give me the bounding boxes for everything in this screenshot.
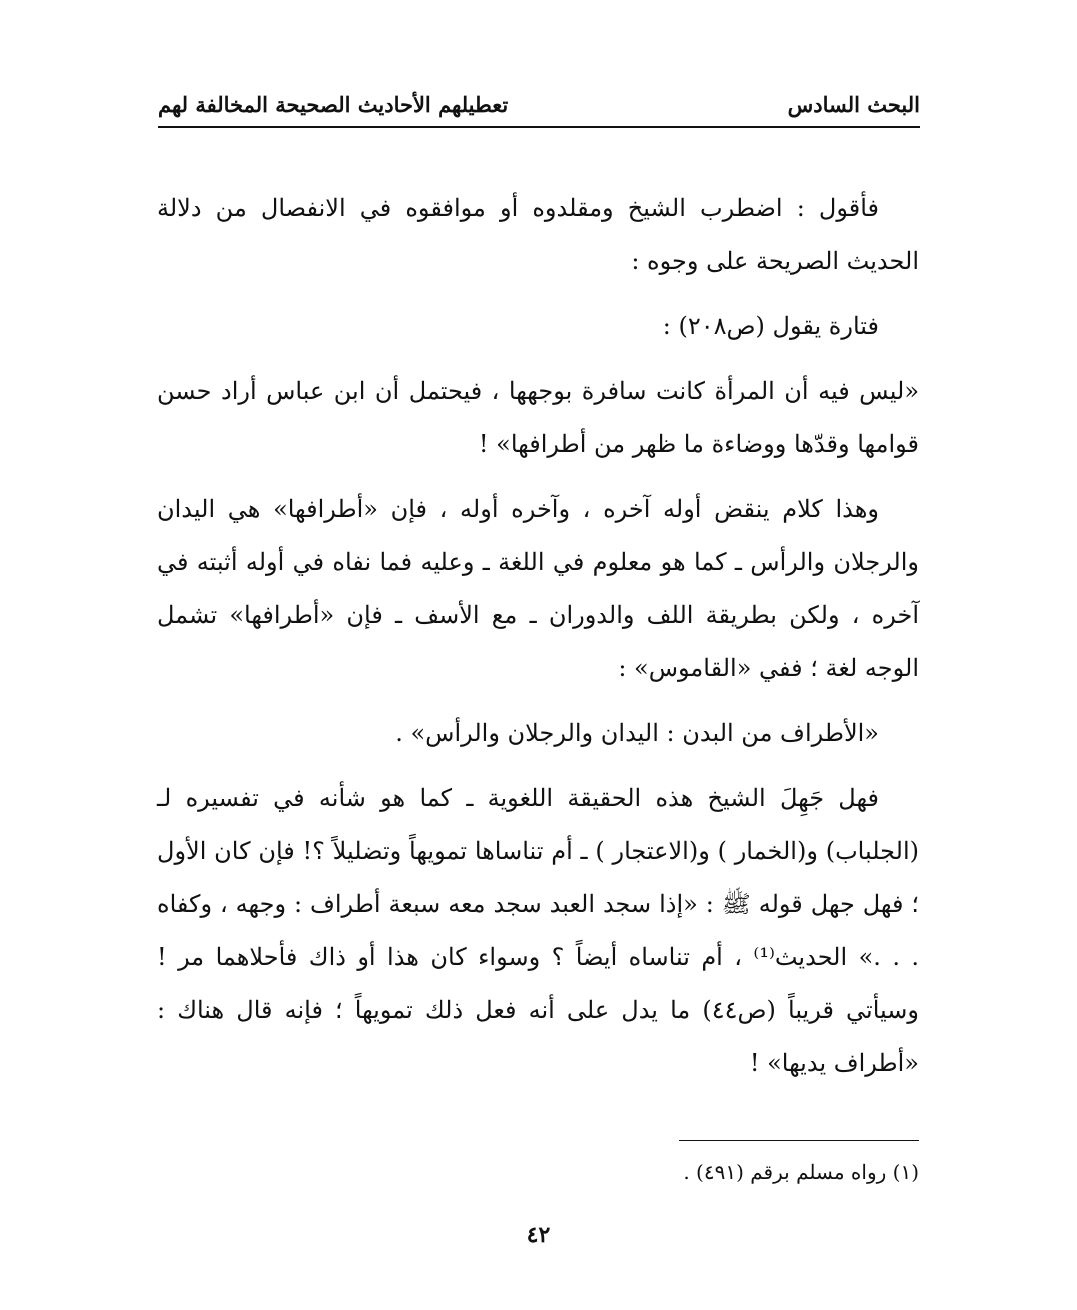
header-section-name: البحث السادس [787,92,920,117]
paragraph-question: فهل جَهِلَ الشيخ هذه الحقيقة اللغوية ـ كما هو شأنه في تفسيره لـ (الجلباب) و(الخمار ) و(الاعتجار ) ـ أم تناساها تمويهاً وتضليلاً ؟! فإن كان الأول ؛ فهل جهل قوله ﷺ : «إذا سجد العبد سجد معه سبعة أطراف : وجهه ، وكفاه . . .» الحديث⁽¹⁾ ، أم تناساه أيضاً ؟ وسواء كان هذا أو ذاك فأحلاهما مر ! وسيأتي قريباً (ص٤٤) ما يدل على أنه فعل ذلك تمويهاً ؛ فإنه قال هناك : «أطراف يديها» ! [157,784,919,1077]
footnote: (١) رواه مسلم برقم (٤٩١) . [683,1160,919,1184]
running-header [158,92,920,128]
body-text [157,182,919,1102]
paragraph-intro: فأقول : اضطرب الشيخ ومقلدوه أو موافقوه في الانفصال من دلالة الحديث الصريحة على وجوه : [157,194,919,275]
paragraph-citation-intro: فتارة يقول (ص٢٠٨) : [662,312,879,340]
paragraph-dictionary-quote: «الأطراف من البدن : اليدان والرجلان والرأس» . [395,719,879,747]
paragraph-quote: «ليس فيه أن المرأة كانت سافرة بوجهها ، فيحتمل أن ابن عباس أراد حسن قوامها وقدّها ووضاءة ما ظهر من أطرافها» ! [157,377,919,458]
header-chapter-title: تعطيلهم الأحاديث الصحيحة المخالفة لهم [158,92,509,117]
footnote-divider [679,1140,919,1141]
paragraph-rebuttal: وهذا كلام ينقض أوله آخره ، وآخره أوله ، فإن «أطرافها» هي اليدان والرجلان والرأس ـ كما هو معلوم في اللغة ـ وعليه فما نفاه في أوله أثبته في آخره ، ولكن بطريقة اللف والدوران ـ مع الأسف ـ فإن «أطرافها» تشمل الوجه لغة ؛ ففي «القاموس» : [157,495,919,682]
page-number: ٤٢ [526,1222,551,1248]
